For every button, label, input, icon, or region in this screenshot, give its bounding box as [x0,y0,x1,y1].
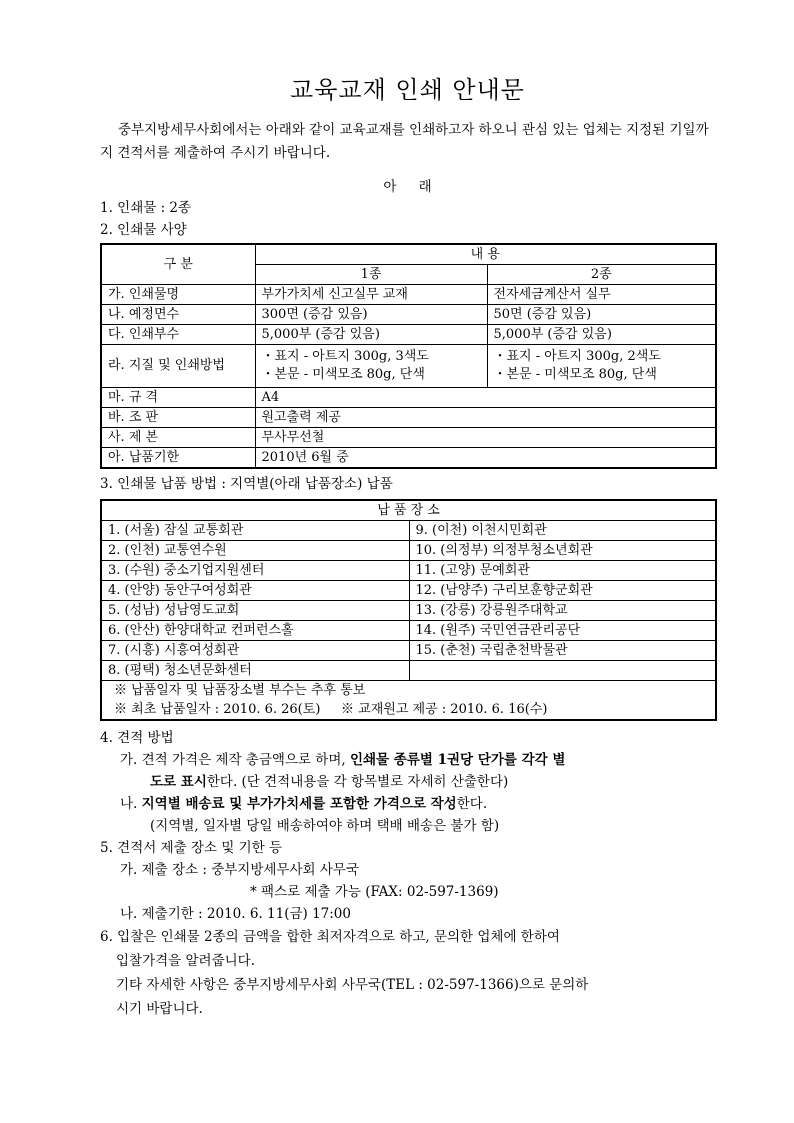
spec-row [101,448,716,469]
section-4-na [100,793,715,815]
location-right: 13. (강릉) 강릉원주대학교 [409,601,716,621]
section-6-line1: 6. 입찰은 인쇄물 2종의 금액을 합한 최저자격으로 하고, 문의한 업체에 한하여 [100,929,560,945]
location-left: 5. (성남) 성남영도교회 [101,601,409,621]
location-right: 15. (춘천) 국립춘천박물관 [409,641,716,661]
location-right [409,661,716,681]
spec-row-value: A4 [255,388,716,408]
method-cover-1: ・표지 - 아트지 300g, 3색도 [261,349,429,364]
spec-row-value: 2010년 6월 중 [255,448,716,469]
section-5-title: 5. 견적서 제출 장소 및 기한 등 [100,840,283,856]
section-5-ga: 가. 제출 장소 : 중부지방세무사회 사무국 [120,862,359,878]
spec-method-value-1 [255,345,487,388]
section-4-title: 4. 견적 방법 [100,730,174,746]
location-right: 9. (이천) 이천시민회관 [409,521,716,541]
location-right: 11. (고양) 문예회관 [409,561,716,581]
sec4-ga-post: 한다. (단 견적내용을 각 항목별로 자세히 산출한다) [206,774,509,790]
spec-row [101,305,716,325]
section-6-line4: 시기 바랍니다. [116,1001,203,1017]
section-1: 1. 인쇄물 : 2종 [100,200,192,216]
spec-row [101,285,716,305]
spec-row-label: 사. 제 본 [101,428,255,448]
section-4-ga-cont [100,771,715,793]
location-left: 2. (인천) 교통연수원 [101,541,409,561]
delivery-note-1: ※ 납품일자 및 납품장소별 부수는 추후 통보 [114,683,366,698]
section-6 [100,925,715,1021]
location-right: 12. (남양주) 구리보훈향군회관 [409,581,716,601]
spec-header-content: 내 용 [255,244,716,265]
spec-row-value-2: 전자세금계산서 실무 [487,285,716,305]
spec-row [101,428,716,448]
spec-row-label: 아. 납품기한 [101,448,255,469]
spec-row-value-2: 50면 (증감 있음) [487,305,716,325]
location-right: 14. (원주) 국민연금관리공단 [409,621,716,641]
section-6-line2: 입찰가격을 알려줍니다. [116,953,255,969]
location-left: 3. (수원) 중소기업지원센터 [101,561,409,581]
document-page [100,70,715,1021]
section-2-title: 2. 인쇄물 사양 [100,222,187,238]
spec-row-value-1: 300면 (증감 있음) [255,305,487,325]
location-row [101,661,716,681]
spec-row-label: 마. 규 격 [101,388,255,408]
location-left: 1. (서울) 잠실 교통회관 [101,521,409,541]
spec-header-type1: 1종 [255,265,487,285]
method-body-1: ・본문 - 미색모조 80g, 단색 [261,367,425,382]
location-row [101,521,716,541]
section-5-na: 나. 제출기한 : 2010. 6. 11(금) 17:00 [120,906,351,922]
spec-row [101,388,716,408]
location-row [101,581,716,601]
spec-row-label: 라. 지질 및 인쇄방법 [101,345,255,388]
delivery-note-2: ※ 최초 납품일자 : 2010. 6. 26(토) ※ 교재원고 제공 : 2010. 6. 16(수) [114,702,548,717]
delivery-notes [101,681,716,721]
sec4-ga-bold1: 인쇄물 종류별 1권당 단가를 각각 별 [349,752,566,768]
spec-row [101,408,716,428]
spec-row-method [101,345,716,388]
spec-row-label: 바. 조 판 [101,408,255,428]
spec-row-value: 원고출력 제공 [255,408,716,428]
location-left: 6. (안산) 한양대학교 컨퍼런스홀 [101,621,409,641]
spec-row-label: 다. 인쇄부수 [101,325,255,345]
spec-row-value-2: 5,000부 (증감 있음) [487,325,716,345]
sec4-ga-bold2: 도로 표시 [150,774,207,790]
section-5-fax: * 팩스로 제출 가능 (FAX: 02-597-1369) [250,884,499,900]
method-body-2: ・본문 - 미색모조 80g, 단색 [493,367,657,382]
spec-header-gubun: 구 분 [101,244,255,285]
delivery-location-table [100,499,717,721]
spec-row [101,325,716,345]
sec4-na-pre: 나. [120,796,142,812]
location-row [101,541,716,561]
intro-paragraph: 중부지방세무사회에서는 아래와 같이 교육교재를 인쇄하고자 하오니 관심 있는 업체는 지정된 기일까지 견적서를 제출하여 주시기 바랍니다. [100,122,709,161]
sec4-na-post: 한다. [456,796,488,812]
ahrae-heading: 아 래 [383,179,432,195]
location-row [101,601,716,621]
spec-row-value-1: 5,000부 (증감 있음) [255,325,487,345]
spec-row-value: 무사무선철 [255,428,716,448]
location-row [101,641,716,661]
spec-method-value-2 [487,345,716,388]
location-left: 7. (시흥) 시흥여성회관 [101,641,409,661]
section-4-ga [100,749,715,771]
location-right: 10. (의정부) 의정부청소년회관 [409,541,716,561]
sec4-na-bold: 지역별 배송료 및 부가가치세를 포함한 가격으로 작성 [141,796,457,812]
sec4-ga-pre: 가. 견적 가격은 제작 총금액으로 하며, [120,752,350,768]
spec-row-label: 가. 인쇄물명 [101,285,255,305]
location-header: 납 품 장 소 [101,500,716,521]
section-4-na-sub: (지역별, 일자별 당일 배송하여야 하며 택배 배송은 불가 함) [150,818,500,834]
section-3-title: 3. 인쇄물 납품 방법 : 지역별(아래 납품장소) 납품 [100,476,393,492]
spec-table [100,243,717,469]
method-cover-2: ・표지 - 아트지 300g, 2색도 [493,349,661,364]
location-row [101,561,716,581]
spec-header-type2: 2종 [487,265,716,285]
location-row [101,621,716,641]
spec-row-value-1: 부가가치세 신고실무 교재 [255,285,487,305]
page-title: 교육교재 인쇄 안내문 [290,76,525,104]
spec-row-label: 나. 예정면수 [101,305,255,325]
location-left: 4. (안양) 동안구여성회관 [101,581,409,601]
location-left: 8. (평택) 청소년문화센터 [101,661,409,681]
section-6-line3: 기타 자세한 사항은 중부지방세무사회 사무국(TEL : 02-597-1366)으로 문의하 [116,977,589,993]
